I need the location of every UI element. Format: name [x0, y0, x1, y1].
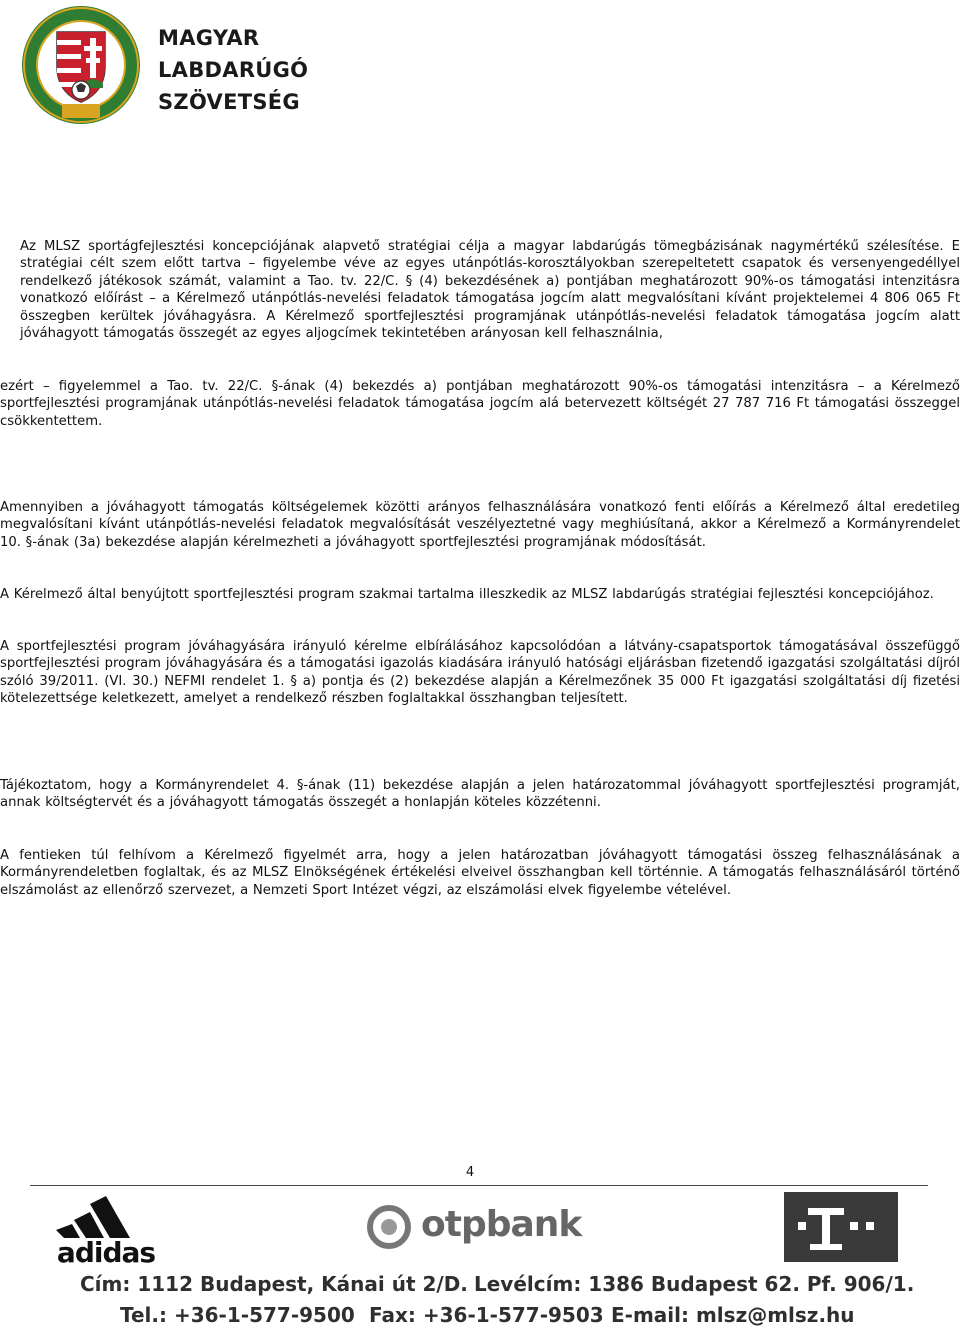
- paragraph: A fentieken túl felhívom a Kérelmező figyelmét arra, hogy a jelen határozatban jóváhagyott támogatási összeg felhasználásának a Kormányrendeletben foglaltak, és az MLSZ Elnökségének értékelési elveivel összhangban kell történnie. A támogatás felhasználásáról történő elszámolást az ellenőrző szervezet, a Nemzeti Sport Intézet végzi, az elszámolási elvek figyelembe vételével.: [0, 848, 960, 898]
- footer-fax: Fax: +36-1-577-9503: [369, 1303, 604, 1327]
- brand-line-3: SZÖVETSÉG: [158, 90, 300, 114]
- paragraph: A sportfejlesztési program jóváhagyására irányuló kérelme elbírálásához kapcsolódóan a látvány-csapatsportok támogatásával összefüggő sportfejlesztési program jóváhagyására és a támogatási igazolás kiadására irányuló hatósági eljárásban fizetendő igazgatási szolgáltatási díjról szóló 39/2011. (VI. 30.) NEFMI rendelet 1. § a) pontja és (2) bekezdése alapján a Kérelmezőnek 35 000 Ft igazgatási szolgáltatási díj fizetési kötelezettsége keletkezett, amelyet a rendelkező részben foglaltakkal összhangban teljesített.: [0, 639, 960, 707]
- header: [20, 4, 340, 126]
- telekom-t-icon: [784, 1192, 898, 1262]
- footer-phone: Tel.: +36-1-577-9500: [120, 1303, 355, 1327]
- adidas-stripes-icon: [50, 1192, 162, 1238]
- footer-address: Cím: 1112 Budapest, Kánai út 2/D.: [80, 1272, 468, 1296]
- paragraph: Az MLSZ sportágfejlesztési koncepciójának alapvető stratégiai célja a magyar labdarúgás tömegbázisának nagymértékű szélesítése. E stratégiai célt szem előtt tartva – figyelembe véve az egyes utánpótlás-korosztályokban szerepeltetett csapatok és versenyengedéllyel rendelkező játékosok számát, valamint a Tao. tv. 22/C. § (4) bekezdésének a) pontjában meghatározott 90%-os támogatási intenzitásra vonatkozó előírást – a Kérelmező utánpótlás-nevelési feladatok támogatása jogcím alatt megvalósítani kívánt projektelemei 4 806 065 Ft összegben kerültek jóváhagyásra. A Kérelmező sportfejlesztési programjának utánpótlás-nevelési feladatok támogatása jogcím alatt jóváhagyott támogatás összegét az egyes aljogcímek tekintetében arányosan kell felhasználnia,: [20, 239, 960, 342]
- paragraph: Tájékoztatom, hogy a Kormányrendelet 4. §-ának (11) bekezdése alapján a jelen határozatommal jóváhagyott sportfejlesztési programját, annak költségtervét és a jóváhagyott támogatás összegét a honlapján köteles közzétenni.: [0, 778, 960, 811]
- footer-email: E-mail: mlsz@mlsz.hu: [611, 1303, 855, 1327]
- paragraph: ezért – figyelemmel a Tao. tv. 22/C. §-ának (4) bekezdés a) pontjában meghatározott 90%-os támogatási intenzitásra – a Kérelmező sportfejlesztési programjának utánpótlás-nevelési feladatok támogatása jogcím alá betervezett költségét 27 787 716 Ft támogatási összeggel csökkentettem.: [0, 379, 960, 429]
- paragraph: A Kérelmező által benyújtott sportfejlesztési program szakmai tartalma illeszkedik az MLSZ labdarúgás stratégiai fejlesztési koncepciójához.: [0, 587, 934, 602]
- otp-swirl-icon: [365, 1204, 415, 1250]
- otpbank-logo: [365, 1202, 585, 1252]
- brand-line-1: MAGYAR: [158, 26, 260, 50]
- mlsz-crest-logo: [20, 4, 142, 126]
- brand-name: [158, 22, 308, 118]
- otpbank-wordmark: otpbank: [421, 1204, 582, 1245]
- footer-divider: [30, 1185, 928, 1186]
- adidas-wordmark: adidas: [56, 1236, 156, 1269]
- telekom-logo: [784, 1192, 898, 1262]
- adidas-logo: [50, 1192, 162, 1268]
- brand-line-2: LABDARÚGÓ: [158, 58, 309, 82]
- paragraph: Amennyiben a jóváhagyott támogatás költségelemek közötti arányos felhasználására vonatkozó fenti előírás a Kérelmező által eredetileg megvalósítani kívánt utánpótlás-nevelési feladatok megvalósítását veszélyeztetné vagy meghiúsítaná, akkor a Kérelmező a Kormányrendelet 10. §-ának (3a) bekezdése alapján kérelmezheti a jóváhagyott sportfejlesztési programjának módosítását.: [0, 500, 960, 550]
- page-number: 4: [465, 1165, 475, 1180]
- footer-postal-address: Levélcím: 1386 Budapest 62. Pf. 906/1.: [474, 1272, 915, 1296]
